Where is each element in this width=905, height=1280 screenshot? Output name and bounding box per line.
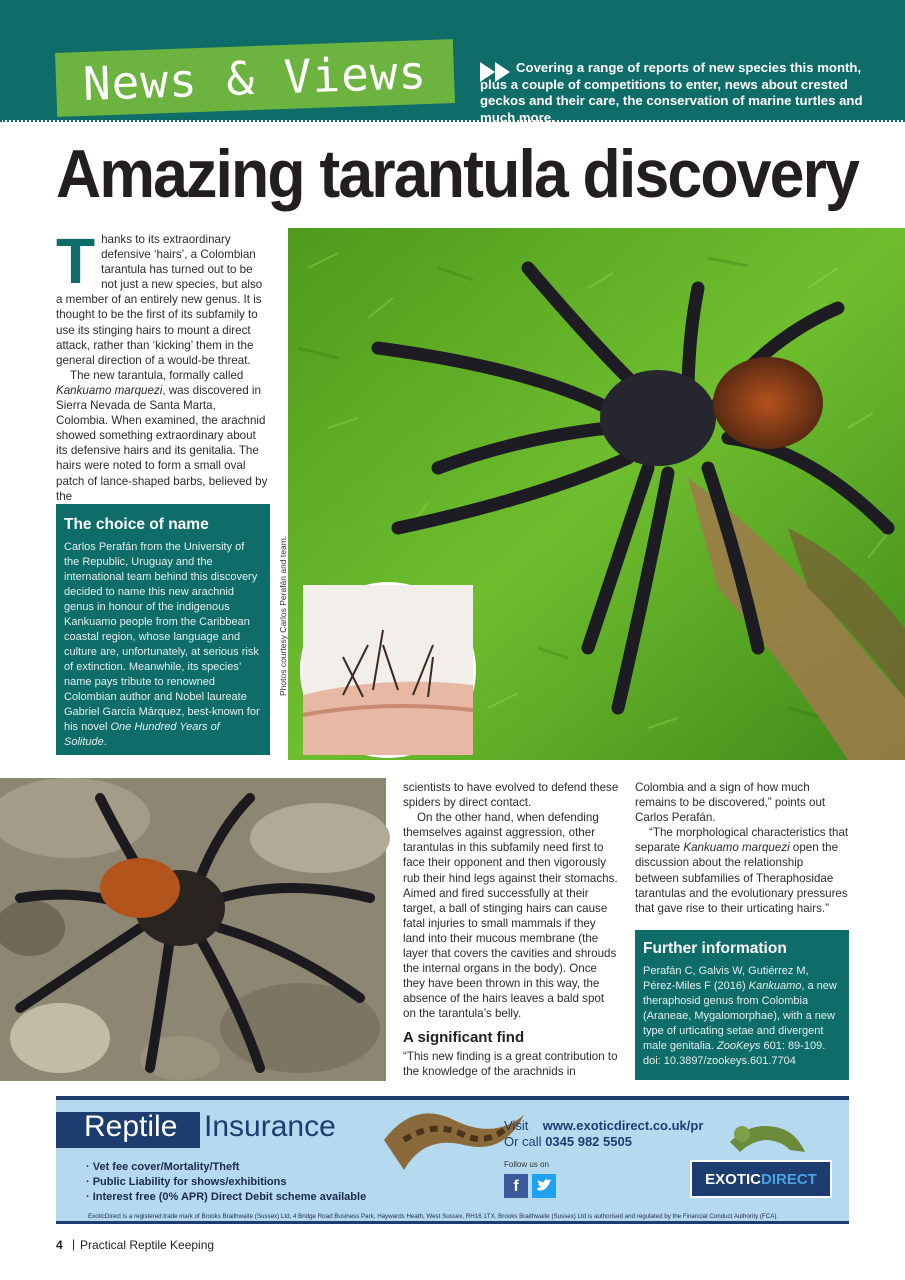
magazine-name: Practical Reptile Keeping <box>80 1238 215 1252</box>
reference: Perafán C, Galvis W, Gutiérrez M, Pérez-Miles F (2016) Kankuamo, a new theraphosid genus from Colombia (Araneae, Mygalomorphae), with a new type of urticating setae and divergent male genitalia. ZooKeys 601: 89-109. doi: 10.3897/zookeys.601.7704 <box>643 965 837 1067</box>
article-column-2 <box>403 780 619 1079</box>
phone-number[interactable]: 0345 982 5505 <box>545 1134 632 1149</box>
subheading: A significant find <box>403 1028 525 1046</box>
advert-title-secondary: Insurance <box>204 1110 336 1143</box>
follow-label: Follow us on <box>504 1160 549 1169</box>
advert-website[interactable]: Visit www.exoticdirect.co.uk/pr <box>504 1118 704 1133</box>
sidebar-title: The choice of name <box>64 516 209 533</box>
tarantula-on-rocks-photo <box>0 778 386 1081</box>
footer-separator: | <box>72 1237 76 1251</box>
paragraph: “This new finding is a great contribution to the knowledge of the arachnids in <box>403 1049 618 1078</box>
further-information-box <box>635 930 849 1080</box>
advert-title: Reptile <box>84 1110 178 1143</box>
advert-disclaimer: ExoticDirect is a registered trade mark of Brooks Braithwaite (Sussex) Ltd, 4 Bridge Road Business Park, Haywards Heath, West Sussex, RH16 1TX. Brooks Braithwaite (Sussex) Ltd is authorised and regulated by the Financial Conduct Authority (FCA). <box>88 1213 779 1220</box>
lizard-image <box>720 1102 810 1158</box>
feature-item: · Public Liability for shows/exhibitions <box>86 1176 287 1188</box>
article-column-1 <box>56 225 268 503</box>
twitter-icon[interactable] <box>532 1174 556 1198</box>
photo-credit: Photos courtesy Carlos Perafán and team. <box>278 535 288 696</box>
feature-item: · Vet fee cover/Mortality/Theft <box>86 1161 240 1173</box>
section-label-text: News & Views <box>81 45 429 111</box>
paragraph: On the other hand, when defending themselves against aggression, other tarantulas in this subfamily need first to face their opponent and then vigorously rub their hind legs against their stomachs. Aimed and fired successfully at their target, a ball of stinging hairs can cause fatal injuries to small mammals if they land into their mucous membrane (the layer that covers the cavities and shrouds the internal organs in the body). Once they have been thrown in this way, the absence of the hairs leaves a bald spot on the tarantula’s belly. <box>403 811 618 1021</box>
paragraph: “The morphological characteristics that separate Kankuamo marquezi open the discussion about the relationship between subfamilies of Theraphosidae tarantulas and the evolutionary pressures that gave rise to their urticating hairs.” <box>635 826 849 915</box>
species-name: Kankuamo marquezi <box>683 841 790 855</box>
paragraph: scientists to have evolved to defend these spiders by direct contact. <box>403 781 619 810</box>
info-title: Further information <box>643 940 787 957</box>
facebook-icon[interactable]: f <box>504 1174 528 1198</box>
drop-cap: T <box>56 225 96 297</box>
advert-features <box>86 1160 416 1205</box>
hair-closeup-photo <box>300 582 476 758</box>
paragraph: The new tarantula, formally called Kankuamo marquezi, was discovered in Sierra Nevada de Santa Marta, Colombia. When examined, the arachnid showed something extraordinary about its defensive hairs and its genitalia. The hairs were noted to form a small oval patch of lance-shaped barbs, believed by the <box>56 368 268 503</box>
feature-item: · Interest free (0% APR) Direct Debit scheme available <box>86 1191 367 1203</box>
advert-url[interactable]: www.exoticdirect.co.uk/pr <box>542 1118 704 1133</box>
paragraph: Thanks to its extraordinary defensive ‘hairs’, a Colombian tarantula has turned out to be not just a new species, but also a member of an entirely new genus. It is thought to be the first of its subfamily to use its stinging hairs to mount a direct attack, rather than ‘kicking’ them in the general direction of a would-be threat. <box>56 225 263 367</box>
exoticdirect-logo[interactable]: EXOTIC DIRECT <box>690 1160 832 1198</box>
page-number: 4 <box>56 1238 63 1252</box>
sidebar-body: Carlos Perafán from the University of the Republic, Uruguay and the international team behind this discovery decided to name this new arachnid genus in honour of the indigenous Kankuamo people from the Caribbean coastal region, whose language and culture are, unfortunately, at serious risk of extinction. Meanwhile, its species’ name pays tribute to renowned Colombian author and Nobel laureate Gabriel García Márquez, best-known for his novel One Hundred Years of Solitude. <box>64 541 260 748</box>
species-name: Kankuamo marquezi <box>56 383 163 397</box>
article-column-3 <box>635 780 849 916</box>
advert-phone[interactable]: Or call 0345 982 5505 <box>504 1134 632 1149</box>
name-sidebar <box>56 504 270 755</box>
novel-title: One Hundred Years of Solitude <box>64 721 220 748</box>
paragraph: Colombia and a sign of how much remains to be discovered,” points out Carlos Perafán. <box>635 781 826 825</box>
section-intro: Covering a range of reports of new species this month, plus a couple of competitions to enter, news about crested geckos and their care, the conservation of marine turtles and much more. <box>480 60 863 125</box>
insurance-advert[interactable] <box>56 1096 849 1224</box>
article-headline: Amazing tarantula discovery <box>56 136 859 212</box>
